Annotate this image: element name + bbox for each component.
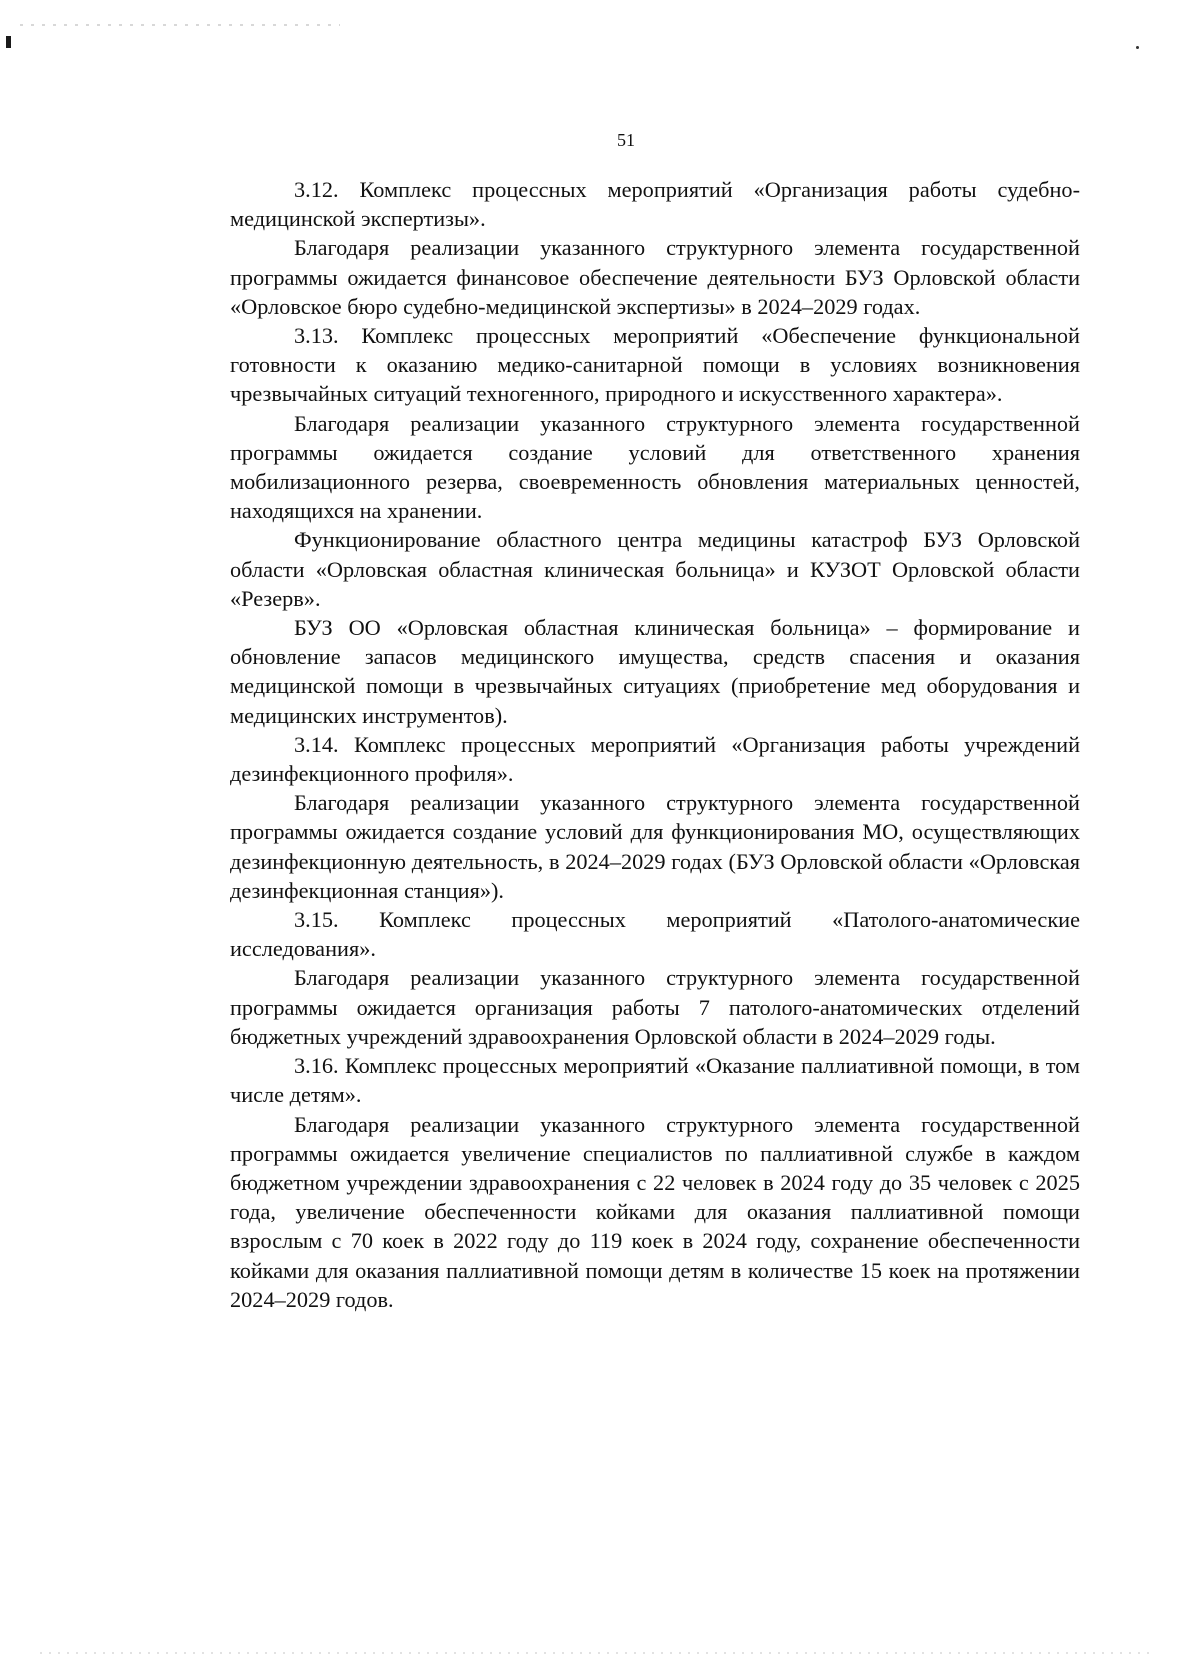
section-3-13-heading: 3.13. Комплекс процессных мероприятий «Обеспечение функциональной готовности к оказанию медико-санитарной помощи в условиях возникновения чрезвычайных ситуаций техногенного, природного и искусственного характера». bbox=[230, 323, 1080, 407]
section-3-12-text: Благодаря реализации указанного структурного элемента государственной программы ожидается финансовое обеспечение деятельности БУЗ Орловской области «Орловское бюро судебно-медицинской экспертизы» в 2024–2029 годах. bbox=[230, 235, 1080, 319]
section-3-16-text: Благодаря реализации указанного структурного элемента государственной программы ожидается увеличение специалистов по паллиативной службе в каждом бюджетном учреждении здравоохранения с 22 человек в 2024 году до 35 человек с 2025 года, увеличение обеспеченности койками для оказания паллиативной помощи взрослым с 70 коек в 2022 году до 119 коек в 2024 году, сохранение обеспеченности койками для оказания паллиативной помощи детям в количестве 15 коек на протяжении 2024–2029 годов. bbox=[230, 1111, 1080, 1312]
section-3-14-text: Благодаря реализации указанного структурного элемента государственной программы ожидается создание условий для функционирования МО, осуществляющих дезинфекционную деятельность, в 2024–2029 годах (БУЗ Орловской области «Орловская дезинфекционная станция»). bbox=[230, 790, 1080, 903]
section-3-15-heading: 3.15. Комплекс процессных мероприятий «Патолого-анатомические исследования». bbox=[230, 907, 1080, 962]
page-number: 51 bbox=[617, 130, 635, 150]
section-3-15-text: Благодаря реализации указанного структурного элемента государственной программы ожидается организация работы 7 патолого-анатомических отделений бюджетных учреждений здравоохранения Орловской области в 2024–2029 годы. bbox=[230, 965, 1080, 1049]
scan-artifact-speckle-top bbox=[20, 24, 340, 26]
scan-artifact-speckle-bottom bbox=[40, 1652, 1150, 1654]
section-3-13-text: Благодаря реализации указанного структурного элемента государственной программы ожидается создание условий для ответственного хранения мобилизационного резерва, своевременность обновления материальных ценностей, находящихся на хранении. bbox=[230, 410, 1080, 524]
document-body bbox=[230, 175, 1080, 1314]
scan-artifact-mark bbox=[6, 36, 11, 48]
section-3-16-heading: 3.16. Комплекс процессных мероприятий «Оказание паллиативной помощи, в том числе детям». bbox=[230, 1053, 1080, 1108]
section-3-13-text-center: Функционирование областного центра медицины катастроф БУЗ Орловской области «Орловская областная клиническая больница» и КУЗОТ Орловской области «Резерв». bbox=[230, 527, 1080, 611]
section-3-12-heading: 3.12. Комплекс процессных мероприятий «Организация работы судебно-медицинской экспертизы». bbox=[230, 177, 1080, 232]
section-3-13-text-hospital: БУЗ ОО «Орловская областная клиническая больница» – формирование и обновление запасов медицинского имущества, средств спасения и оказания медицинской помощи в чрезвычайных ситуациях (приобретение мед оборудования и медицинских инструментов). bbox=[230, 615, 1080, 728]
scan-artifact-dot bbox=[1136, 46, 1139, 49]
section-3-14-heading: 3.14. Комплекс процессных мероприятий «Организация работы учреждений дезинфекционного профиля». bbox=[230, 731, 1080, 787]
